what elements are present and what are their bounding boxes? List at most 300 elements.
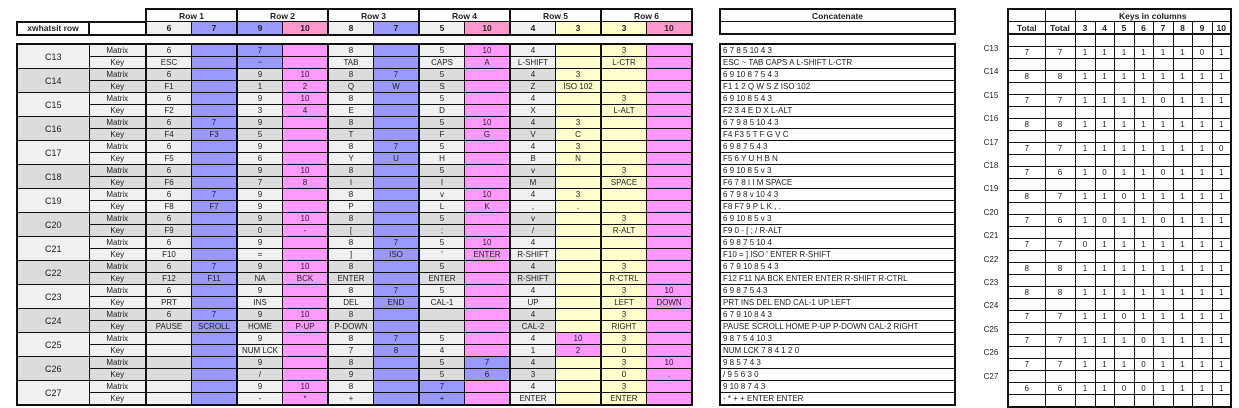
count-cell[interactable]: 7 bbox=[1008, 335, 1045, 347]
matrix-cell[interactable]: 9 bbox=[237, 237, 283, 249]
key-cell[interactable]: 7 bbox=[328, 345, 374, 357]
concatenate-cell[interactable]: ESC ~ TAB CAPS A L-SHIFT L-CTR bbox=[720, 57, 955, 69]
matrix-cell[interactable]: 8 bbox=[328, 165, 374, 177]
count-cell[interactable]: 1 bbox=[1075, 359, 1095, 371]
count-cell[interactable]: 0 bbox=[1192, 47, 1212, 59]
count-cell[interactable]: 7 bbox=[1008, 359, 1045, 371]
key-cell[interactable] bbox=[283, 345, 329, 357]
key-cell[interactable] bbox=[465, 345, 511, 357]
concatenate-cell[interactable]: / 9 5 6 3 0 bbox=[720, 369, 955, 381]
matrix-cell[interactable]: 5 bbox=[419, 69, 465, 81]
matrix-cell[interactable]: 7 bbox=[374, 333, 420, 345]
key-cell[interactable]: R-SHIFT bbox=[510, 249, 556, 261]
key-cell[interactable]: SCROLL bbox=[192, 321, 238, 333]
xwhatsit-row-value[interactable]: 3 bbox=[556, 22, 602, 35]
count-cell[interactable]: 1 bbox=[1114, 263, 1134, 275]
matrix-cell[interactable] bbox=[283, 333, 329, 345]
count-cell[interactable]: 1 bbox=[1134, 71, 1153, 83]
matrix-cell[interactable]: 10 bbox=[465, 117, 511, 129]
count-cell[interactable]: 8 bbox=[1008, 287, 1045, 299]
matrix-cell[interactable]: 6 bbox=[146, 117, 192, 129]
key-cell[interactable]: 6 bbox=[465, 369, 511, 381]
key-cell[interactable] bbox=[556, 177, 602, 189]
concatenate-cell[interactable]: 6 7 8 5 10 4 3 bbox=[720, 44, 955, 57]
matrix-cell[interactable] bbox=[647, 141, 693, 153]
count-cell[interactable]: 1 bbox=[1212, 239, 1231, 251]
matrix-cell[interactable] bbox=[192, 237, 238, 249]
matrix-cell[interactable] bbox=[465, 309, 511, 321]
count-cell[interactable]: 1 bbox=[1192, 383, 1212, 395]
matrix-cell[interactable] bbox=[465, 261, 511, 273]
count-cell[interactable]: 0 bbox=[1134, 383, 1153, 395]
key-cell[interactable]: 1 bbox=[510, 345, 556, 357]
matrix-cell[interactable]: 3 bbox=[601, 261, 647, 273]
count-cell[interactable]: 1 bbox=[1212, 311, 1231, 323]
matrix-cell[interactable]: 5 bbox=[419, 213, 465, 225]
matrix-cell[interactable]: 4 bbox=[510, 93, 556, 105]
matrix-cell[interactable] bbox=[192, 141, 238, 153]
matrix-cell[interactable]: 5 bbox=[419, 333, 465, 345]
matrix-cell[interactable]: 5 bbox=[419, 285, 465, 297]
matrix-cell[interactable]: v bbox=[510, 165, 556, 177]
key-cell[interactable]: 4 bbox=[419, 345, 465, 357]
key-cell[interactable]: END bbox=[374, 297, 420, 309]
key-cell[interactable] bbox=[647, 81, 693, 93]
key-cell[interactable]: L-CTR bbox=[601, 57, 647, 69]
count-cell[interactable]: 1 bbox=[1192, 191, 1212, 203]
concatenate-cell[interactable]: F10 = ] ISO ' ENTER R-SHIFT bbox=[720, 249, 955, 261]
matrix-cell[interactable] bbox=[192, 93, 238, 105]
key-cell[interactable]: F10 bbox=[146, 249, 192, 261]
concatenate-cell[interactable]: F9 0 - [ ; / R-ALT bbox=[720, 225, 955, 237]
matrix-cell[interactable] bbox=[556, 357, 602, 369]
count-cell[interactable]: 1 bbox=[1095, 287, 1114, 299]
concatenate-cell[interactable]: F1 1 2 Q W S Z ISO 102 bbox=[720, 81, 955, 93]
matrix-cell[interactable]: 6 bbox=[146, 285, 192, 297]
key-cell[interactable] bbox=[647, 345, 693, 357]
count-cell[interactable]: 1 bbox=[1075, 143, 1095, 155]
count-cell[interactable]: 6 bbox=[1045, 383, 1075, 395]
matrix-cell[interactable] bbox=[465, 333, 511, 345]
count-cell[interactable]: 1 bbox=[1134, 215, 1153, 227]
matrix-cell[interactable] bbox=[374, 309, 420, 321]
matrix-cell[interactable]: 3 bbox=[556, 117, 602, 129]
key-cell[interactable] bbox=[556, 321, 602, 333]
count-cell[interactable]: 1 bbox=[1075, 383, 1095, 395]
xwhatsit-row-value[interactable]: 3 bbox=[601, 22, 647, 35]
concatenate-cell[interactable]: F5 6 Y U H B N bbox=[720, 153, 955, 165]
matrix-cell[interactable] bbox=[419, 309, 465, 321]
matrix-cell[interactable]: 9 bbox=[237, 381, 283, 393]
matrix-cell[interactable] bbox=[192, 357, 238, 369]
key-cell[interactable] bbox=[374, 273, 420, 285]
count-cell[interactable]: 1 bbox=[1192, 215, 1212, 227]
count-cell[interactable]: 7 bbox=[1045, 311, 1075, 323]
matrix-cell[interactable]: 4 bbox=[510, 333, 556, 345]
key-cell[interactable] bbox=[374, 321, 420, 333]
matrix-cell[interactable] bbox=[647, 69, 693, 81]
count-cell[interactable]: 1 bbox=[1212, 71, 1231, 83]
matrix-cell[interactable] bbox=[374, 117, 420, 129]
count-cell[interactable]: 0 bbox=[1075, 239, 1095, 251]
matrix-cell[interactable]: 7 bbox=[192, 117, 238, 129]
count-cell[interactable]: 7 bbox=[1008, 143, 1045, 155]
key-cell[interactable] bbox=[192, 105, 238, 117]
matrix-cell[interactable]: 5 bbox=[419, 357, 465, 369]
count-cell[interactable]: 1 bbox=[1212, 47, 1231, 59]
matrix-cell[interactable]: 10 bbox=[283, 381, 329, 393]
count-cell[interactable]: 1 bbox=[1075, 47, 1095, 59]
matrix-cell[interactable]: 9 bbox=[237, 333, 283, 345]
concatenate-cell[interactable]: F12 F11 NA BCK ENTER ENTER R-SHIFT R-CTRL bbox=[720, 273, 955, 285]
count-cell[interactable]: 1 bbox=[1075, 335, 1095, 347]
concatenate-cell[interactable]: - * + + ENTER ENTER bbox=[720, 393, 955, 406]
count-cell[interactable]: 1 bbox=[1153, 287, 1173, 299]
key-cell[interactable] bbox=[146, 345, 192, 357]
matrix-cell[interactable] bbox=[647, 44, 693, 57]
key-cell[interactable]: ; bbox=[419, 225, 465, 237]
matrix-cell[interactable]: 8 bbox=[328, 381, 374, 393]
key-cell[interactable] bbox=[556, 225, 602, 237]
xwhatsit-row-value[interactable]: 5 bbox=[419, 22, 465, 35]
count-cell[interactable]: 8 bbox=[1008, 71, 1045, 83]
key-cell[interactable] bbox=[601, 81, 647, 93]
concatenate-cell[interactable]: F8 F7 9 P L K , . bbox=[720, 201, 955, 213]
count-cell[interactable]: 8 bbox=[1045, 287, 1075, 299]
matrix-cell[interactable]: 9 bbox=[237, 141, 283, 153]
matrix-cell[interactable]: 8 bbox=[328, 189, 374, 201]
matrix-cell[interactable]: 9 bbox=[237, 285, 283, 297]
matrix-cell[interactable]: 6 bbox=[146, 44, 192, 57]
key-cell[interactable]: = bbox=[237, 249, 283, 261]
xwhatsit-row-value[interactable]: 9 bbox=[237, 22, 283, 35]
key-cell[interactable] bbox=[283, 249, 329, 261]
xwhatsit-row-value[interactable]: 8 bbox=[328, 22, 374, 35]
matrix-cell[interactable] bbox=[374, 93, 420, 105]
key-cell[interactable]: ESC bbox=[146, 57, 192, 69]
count-cell[interactable]: 1 bbox=[1075, 119, 1095, 131]
count-cell[interactable]: 1 bbox=[1173, 239, 1192, 251]
count-cell[interactable]: 1 bbox=[1192, 335, 1212, 347]
matrix-cell[interactable] bbox=[192, 285, 238, 297]
matrix-cell[interactable]: 5 bbox=[419, 117, 465, 129]
key-cell[interactable]: Z bbox=[510, 81, 556, 93]
count-cell[interactable]: 1 bbox=[1173, 95, 1192, 107]
count-cell[interactable]: 1 bbox=[1173, 311, 1192, 323]
count-cell[interactable]: 1 bbox=[1153, 263, 1173, 275]
count-cell[interactable]: 1 bbox=[1134, 167, 1153, 179]
matrix-cell[interactable]: 6 bbox=[146, 69, 192, 81]
matrix-cell[interactable] bbox=[465, 285, 511, 297]
matrix-cell[interactable] bbox=[556, 213, 602, 225]
key-cell[interactable] bbox=[283, 369, 329, 381]
key-cell[interactable] bbox=[192, 297, 238, 309]
matrix-cell[interactable]: 3 bbox=[601, 93, 647, 105]
key-cell[interactable]: L-SHIFT bbox=[510, 57, 556, 69]
matrix-cell[interactable]: 4 bbox=[510, 381, 556, 393]
key-cell[interactable] bbox=[601, 153, 647, 165]
matrix-cell[interactable]: 3 bbox=[601, 309, 647, 321]
matrix-cell[interactable]: 10 bbox=[556, 333, 602, 345]
key-cell[interactable] bbox=[647, 273, 693, 285]
key-cell[interactable]: ' bbox=[419, 249, 465, 261]
count-cell[interactable]: 1 bbox=[1114, 335, 1134, 347]
key-cell[interactable]: 5 bbox=[419, 369, 465, 381]
concatenate-cell[interactable]: 9 10 8 7 4 3 bbox=[720, 381, 955, 393]
key-cell[interactable]: , bbox=[510, 201, 556, 213]
key-cell[interactable]: ~ bbox=[237, 57, 283, 69]
count-cell[interactable]: 1 bbox=[1095, 95, 1114, 107]
count-cell[interactable]: 0 bbox=[1114, 191, 1134, 203]
matrix-cell[interactable]: 4 bbox=[510, 237, 556, 249]
key-cell[interactable]: ENTER bbox=[328, 273, 374, 285]
concatenate-cell[interactable]: 9 8 5 7 4 3 bbox=[720, 357, 955, 369]
matrix-cell[interactable]: 10 bbox=[283, 309, 329, 321]
key-cell[interactable]: Q bbox=[328, 81, 374, 93]
key-cell[interactable]: ENTER bbox=[465, 249, 511, 261]
count-cell[interactable]: 1 bbox=[1095, 359, 1114, 371]
count-cell[interactable]: 1 bbox=[1153, 383, 1173, 395]
key-cell[interactable]: CAL-1 bbox=[419, 297, 465, 309]
count-cell[interactable]: 1 bbox=[1095, 119, 1114, 131]
count-cell[interactable]: 1 bbox=[1114, 287, 1134, 299]
matrix-cell[interactable]: 6 bbox=[146, 141, 192, 153]
count-cell[interactable]: 1 bbox=[1095, 47, 1114, 59]
key-cell[interactable]: 8 bbox=[283, 177, 329, 189]
matrix-cell[interactable] bbox=[465, 93, 511, 105]
count-cell[interactable]: 8 bbox=[1045, 263, 1075, 275]
key-cell[interactable]: R-CTRL bbox=[601, 273, 647, 285]
key-cell[interactable]: S bbox=[419, 81, 465, 93]
count-cell[interactable]: 1 bbox=[1212, 191, 1231, 203]
matrix-cell[interactable] bbox=[556, 261, 602, 273]
key-cell[interactable]: C bbox=[556, 129, 602, 141]
key-cell[interactable]: F5 bbox=[146, 153, 192, 165]
key-cell[interactable] bbox=[647, 393, 693, 406]
count-cell[interactable]: 1 bbox=[1134, 191, 1153, 203]
matrix-cell[interactable] bbox=[283, 117, 329, 129]
count-cell[interactable]: 1 bbox=[1173, 167, 1192, 179]
key-cell[interactable]: ] bbox=[328, 249, 374, 261]
matrix-cell[interactable]: 3 bbox=[556, 189, 602, 201]
count-cell[interactable]: 0 bbox=[1153, 167, 1173, 179]
matrix-cell[interactable] bbox=[192, 213, 238, 225]
matrix-cell[interactable]: 4 bbox=[510, 117, 556, 129]
matrix-cell[interactable]: 9 bbox=[237, 93, 283, 105]
matrix-cell[interactable]: 10 bbox=[283, 261, 329, 273]
count-cell[interactable]: 1 bbox=[1075, 311, 1095, 323]
count-cell[interactable]: 1 bbox=[1114, 359, 1134, 371]
count-cell[interactable]: 1 bbox=[1153, 143, 1173, 155]
matrix-cell[interactable]: 8 bbox=[328, 285, 374, 297]
count-cell[interactable]: 6 bbox=[1008, 383, 1045, 395]
key-cell[interactable]: 3 bbox=[510, 369, 556, 381]
key-cell[interactable]: 0 bbox=[601, 345, 647, 357]
matrix-cell[interactable] bbox=[647, 117, 693, 129]
count-cell[interactable]: 7 bbox=[1008, 215, 1045, 227]
matrix-cell[interactable] bbox=[374, 44, 420, 57]
count-cell[interactable]: 0 bbox=[1095, 215, 1114, 227]
key-cell[interactable]: PAUSE bbox=[146, 321, 192, 333]
key-cell[interactable]: B bbox=[510, 153, 556, 165]
count-cell[interactable]: 1 bbox=[1114, 239, 1134, 251]
matrix-cell[interactable]: 3 bbox=[601, 333, 647, 345]
key-cell[interactable]: - bbox=[283, 225, 329, 237]
matrix-cell[interactable] bbox=[374, 189, 420, 201]
matrix-cell[interactable] bbox=[374, 165, 420, 177]
key-cell[interactable] bbox=[146, 369, 192, 381]
matrix-cell[interactable] bbox=[283, 357, 329, 369]
matrix-cell[interactable]: 9 bbox=[237, 69, 283, 81]
count-cell[interactable]: 1 bbox=[1212, 263, 1231, 275]
count-cell[interactable]: 1 bbox=[1095, 311, 1114, 323]
key-cell[interactable]: LEFT bbox=[601, 297, 647, 309]
key-cell[interactable]: E bbox=[328, 105, 374, 117]
key-cell[interactable]: 9 bbox=[328, 369, 374, 381]
key-cell[interactable]: H bbox=[419, 153, 465, 165]
key-cell[interactable] bbox=[374, 369, 420, 381]
matrix-cell[interactable]: v bbox=[510, 213, 556, 225]
count-cell[interactable]: 1 bbox=[1173, 359, 1192, 371]
count-cell[interactable]: 7 bbox=[1008, 311, 1045, 323]
matrix-cell[interactable]: 4 bbox=[510, 189, 556, 201]
matrix-cell[interactable] bbox=[374, 213, 420, 225]
key-cell[interactable]: INS bbox=[237, 297, 283, 309]
matrix-cell[interactable]: 9 bbox=[237, 357, 283, 369]
matrix-cell[interactable]: 8 bbox=[328, 357, 374, 369]
concatenate-cell[interactable]: 6 9 10 8 7 5 4 3 bbox=[720, 69, 955, 81]
key-cell[interactable] bbox=[647, 321, 693, 333]
matrix-cell[interactable]: 10 bbox=[465, 237, 511, 249]
key-cell[interactable] bbox=[192, 345, 238, 357]
matrix-cell[interactable]: 9 bbox=[237, 309, 283, 321]
key-cell[interactable] bbox=[192, 249, 238, 261]
key-cell[interactable] bbox=[556, 105, 602, 117]
count-cell[interactable]: 1 bbox=[1153, 335, 1173, 347]
matrix-cell[interactable] bbox=[556, 44, 602, 57]
count-cell[interactable]: 1 bbox=[1134, 95, 1153, 107]
matrix-cell[interactable]: 10 bbox=[465, 189, 511, 201]
count-cell[interactable]: 1 bbox=[1153, 311, 1173, 323]
key-cell[interactable] bbox=[192, 177, 238, 189]
count-cell[interactable]: 1 bbox=[1173, 215, 1192, 227]
count-cell[interactable]: 1 bbox=[1114, 95, 1134, 107]
count-cell[interactable]: 7 bbox=[1008, 47, 1045, 59]
key-cell[interactable]: R-SHIFT bbox=[510, 273, 556, 285]
key-cell[interactable] bbox=[465, 225, 511, 237]
matrix-cell[interactable]: 7 bbox=[374, 141, 420, 153]
key-cell[interactable]: / bbox=[237, 369, 283, 381]
count-cell[interactable]: 1 bbox=[1173, 287, 1192, 299]
count-cell[interactable]: 1 bbox=[1114, 143, 1134, 155]
count-cell[interactable]: 1 bbox=[1075, 287, 1095, 299]
matrix-cell[interactable]: 3 bbox=[601, 213, 647, 225]
key-cell[interactable]: L-ALT bbox=[601, 105, 647, 117]
key-cell[interactable]: X bbox=[510, 105, 556, 117]
count-cell[interactable]: 1 bbox=[1075, 95, 1095, 107]
key-cell[interactable] bbox=[647, 105, 693, 117]
key-cell[interactable] bbox=[465, 273, 511, 285]
matrix-cell[interactable]: 6 bbox=[146, 213, 192, 225]
matrix-cell[interactable]: 7 bbox=[419, 381, 465, 393]
key-cell[interactable] bbox=[601, 201, 647, 213]
matrix-cell[interactable]: 6 bbox=[146, 189, 192, 201]
matrix-cell[interactable]: 5 bbox=[419, 165, 465, 177]
key-cell[interactable]: - bbox=[237, 393, 283, 406]
key-cell[interactable] bbox=[192, 81, 238, 93]
matrix-cell[interactable] bbox=[192, 69, 238, 81]
matrix-cell[interactable]: 4 bbox=[510, 261, 556, 273]
key-cell[interactable] bbox=[647, 201, 693, 213]
key-cell[interactable] bbox=[283, 57, 329, 69]
count-cell[interactable]: 1 bbox=[1095, 335, 1114, 347]
matrix-cell[interactable]: 5 bbox=[419, 141, 465, 153]
key-cell[interactable]: NA bbox=[237, 273, 283, 285]
matrix-cell[interactable]: 4 bbox=[510, 69, 556, 81]
xwhatsit-row-value[interactable]: 7 bbox=[374, 22, 420, 35]
count-cell[interactable]: 1 bbox=[1212, 119, 1231, 131]
key-cell[interactable] bbox=[192, 369, 238, 381]
count-cell[interactable]: 1 bbox=[1212, 95, 1231, 107]
count-cell[interactable]: 1 bbox=[1134, 263, 1153, 275]
matrix-cell[interactable]: 10 bbox=[283, 69, 329, 81]
count-cell[interactable]: 1 bbox=[1114, 215, 1134, 227]
key-cell[interactable] bbox=[601, 249, 647, 261]
key-cell[interactable] bbox=[647, 177, 693, 189]
matrix-cell[interactable]: 6 bbox=[146, 93, 192, 105]
count-cell[interactable]: 1 bbox=[1153, 71, 1173, 83]
key-cell[interactable]: / bbox=[510, 225, 556, 237]
key-cell[interactable] bbox=[556, 249, 602, 261]
key-cell[interactable]: T bbox=[328, 129, 374, 141]
key-cell[interactable] bbox=[465, 393, 511, 406]
count-cell[interactable]: 7 bbox=[1045, 359, 1075, 371]
key-cell[interactable]: N bbox=[556, 153, 602, 165]
key-cell[interactable]: V bbox=[510, 129, 556, 141]
key-cell[interactable] bbox=[465, 321, 511, 333]
count-cell[interactable]: 1 bbox=[1095, 239, 1114, 251]
matrix-cell[interactable]: 4 bbox=[510, 357, 556, 369]
count-cell[interactable]: 8 bbox=[1045, 71, 1075, 83]
key-cell[interactable] bbox=[465, 105, 511, 117]
key-cell[interactable] bbox=[374, 57, 420, 69]
matrix-cell[interactable] bbox=[465, 141, 511, 153]
count-cell[interactable]: 1 bbox=[1075, 215, 1095, 227]
key-cell[interactable]: SPACE bbox=[601, 177, 647, 189]
key-cell[interactable]: * bbox=[283, 393, 329, 406]
count-cell[interactable]: 0 bbox=[1095, 167, 1114, 179]
count-cell[interactable]: 1 bbox=[1075, 167, 1095, 179]
matrix-cell[interactable] bbox=[465, 165, 511, 177]
matrix-cell[interactable]: 7 bbox=[374, 285, 420, 297]
concatenate-cell[interactable]: PAUSE SCROLL HOME P-UP P-DOWN CAL-2 RIGHT bbox=[720, 321, 955, 333]
count-cell[interactable]: 0 bbox=[1114, 311, 1134, 323]
key-cell[interactable]: P-DOWN bbox=[328, 321, 374, 333]
count-cell[interactable]: 1 bbox=[1192, 71, 1212, 83]
count-cell[interactable]: 1 bbox=[1173, 71, 1192, 83]
key-cell[interactable]: TAB bbox=[328, 57, 374, 69]
key-cell[interactable]: ENTER bbox=[510, 393, 556, 406]
count-cell[interactable]: 1 bbox=[1114, 167, 1134, 179]
key-cell[interactable]: F12 bbox=[146, 273, 192, 285]
concatenate-cell[interactable]: PRT INS DEL END CAL-1 UP LEFT bbox=[720, 297, 955, 309]
matrix-cell[interactable] bbox=[647, 381, 693, 393]
key-cell[interactable]: ISO bbox=[374, 249, 420, 261]
key-cell[interactable]: RIGHT bbox=[601, 321, 647, 333]
count-cell[interactable]: 1 bbox=[1212, 287, 1231, 299]
key-cell[interactable] bbox=[647, 153, 693, 165]
key-cell[interactable]: 8 bbox=[374, 345, 420, 357]
